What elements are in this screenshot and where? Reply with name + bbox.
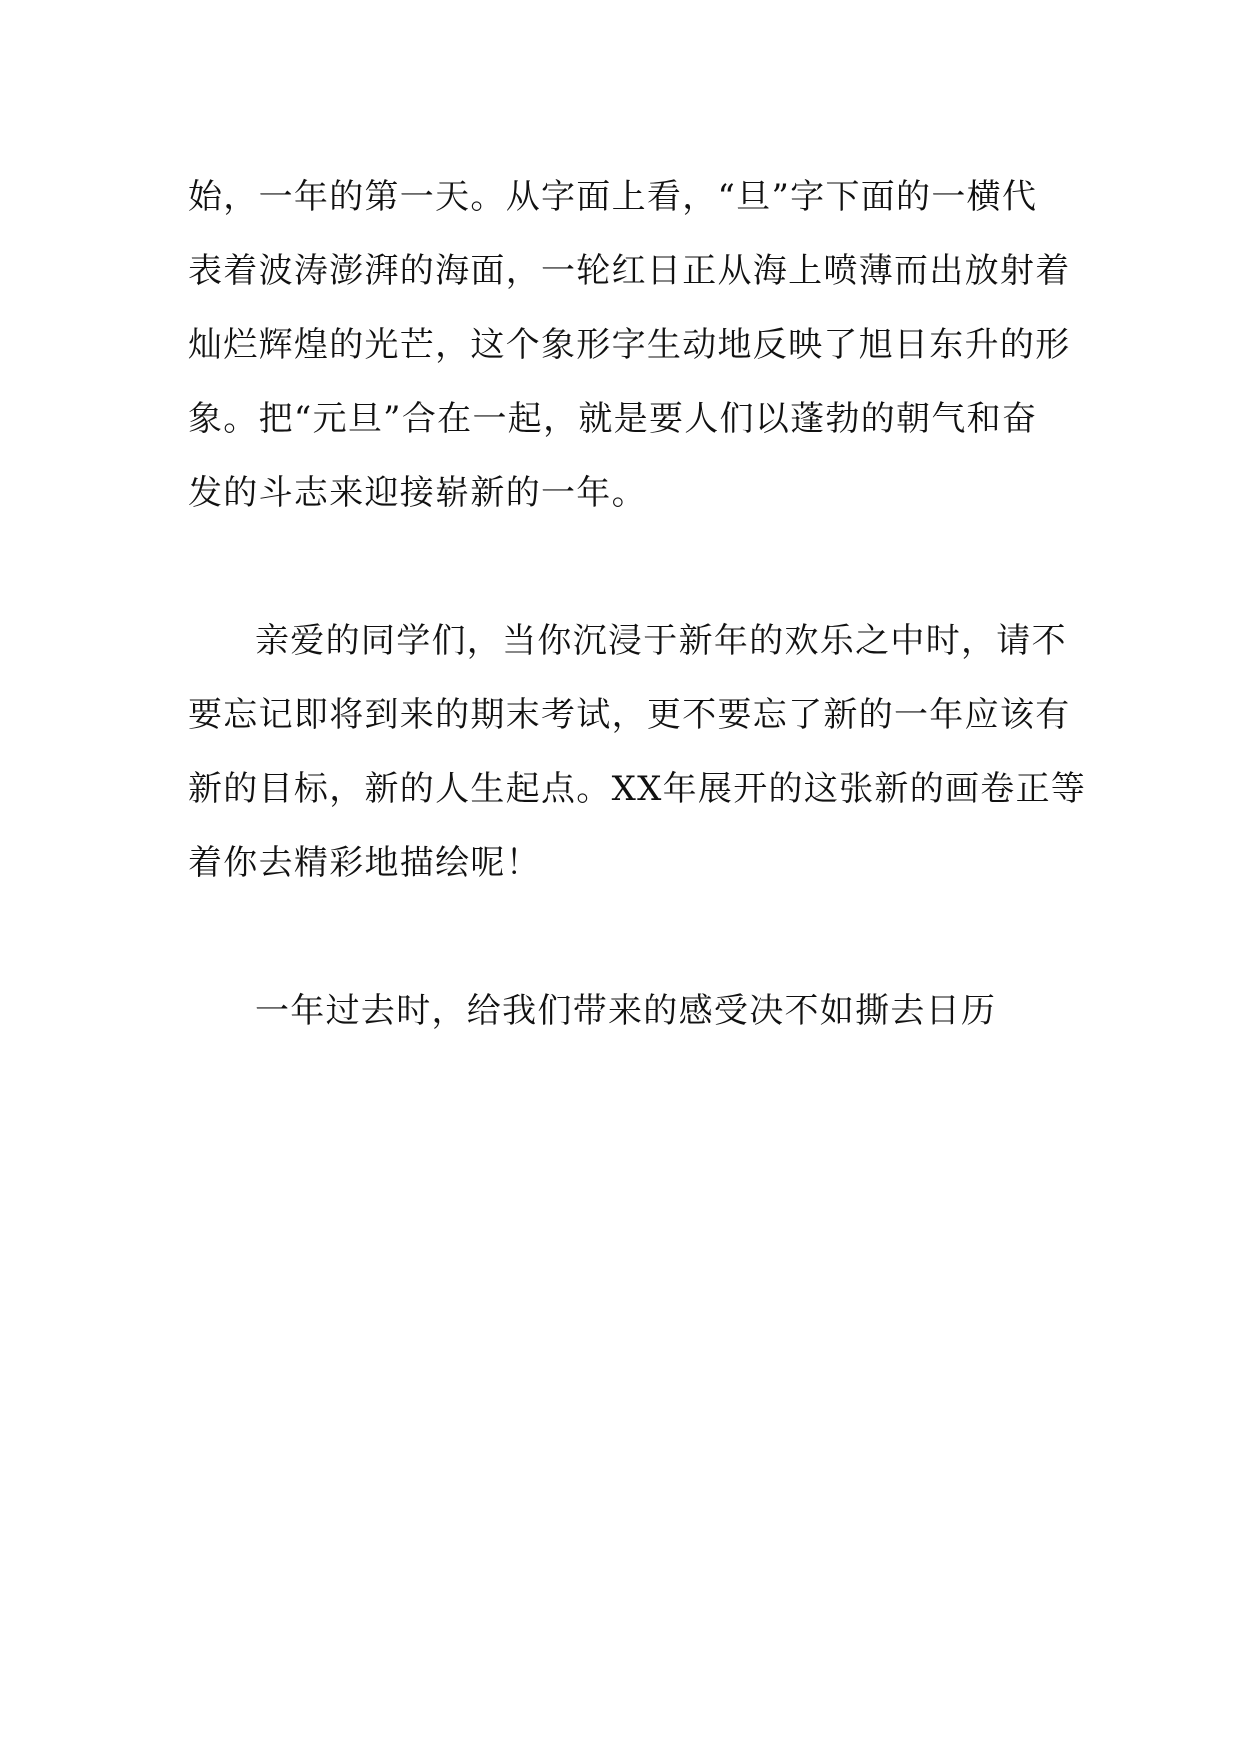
text-line: 灿烂辉煌的光芒，这个象形字生动地反映了旭日东升的形 xyxy=(188,325,1071,365)
text-line: 一年过去时，给我们带来的感受决不如撕去日历 xyxy=(255,991,997,1031)
text-line: 要忘记即将到来的期末考试，更不要忘了新的一年应该有 xyxy=(188,695,1071,735)
text-line: 着你去精彩地描绘呢！ xyxy=(188,843,541,883)
text-line: 表着波涛澎湃的海面，一轮红日正从海上喷薄而出放射着 xyxy=(188,251,1071,291)
text-line: 象。把“元旦”合在一起，就是要人们以蓬勃的朝气和奋 xyxy=(188,399,1038,439)
text-line: 发的斗志来迎接崭新的一年。 xyxy=(188,473,647,513)
text-line: 亲爱的同学们，当你沉浸于新年的欢乐之中时，请不 xyxy=(255,621,1067,661)
text-line: 始，一年的第一天。从字面上看，“旦”字下面的一横代 xyxy=(188,177,1038,217)
text-line: 新的目标，新的人生起点。XX年展开的这张新的画卷正等 xyxy=(188,769,1087,809)
